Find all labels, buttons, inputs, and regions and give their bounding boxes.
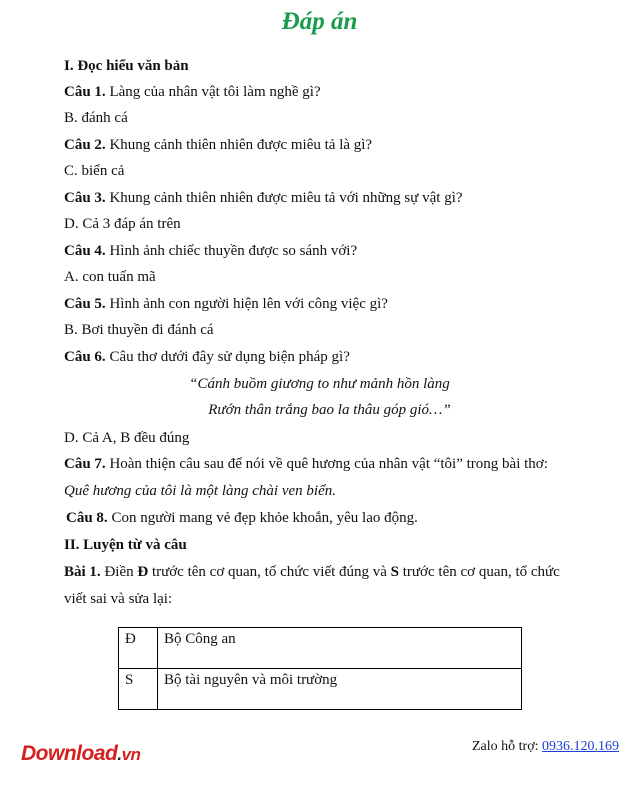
support-phone-link[interactable]: 0936.120.169 <box>542 739 619 754</box>
answer-1: B. đánh cá <box>64 110 128 126</box>
question-4: Câu 4. Hình ảnh chiếc thuyền được so sánh với? <box>64 243 358 259</box>
poem-line-2: Rướn thân trắng bao la thâu góp gió…” <box>208 402 451 418</box>
answer-table <box>118 627 522 710</box>
zalo-support: Zalo hỗ trợ: 0936.120.169 <box>472 739 619 754</box>
table-row <box>119 669 522 710</box>
question-3: Câu 3. Khung cảnh thiên nhiên được miêu tả với những sự vật gì? <box>64 190 463 206</box>
table-cell-mark: Đ <box>119 628 158 669</box>
question-2: Câu 2. Khung cảnh thiên nhiên được miêu tả là gì? <box>64 137 373 153</box>
question-8: Câu 8. Con người mang vẻ đẹp khỏe khoắn, yêu lao động. <box>66 510 418 526</box>
answer-2: C. biển cả <box>64 163 125 179</box>
page-title: Đáp án <box>281 8 358 35</box>
question-5: Câu 5. Hình ảnh con người hiện lên với công việc gì? <box>64 296 388 312</box>
table-cell-name: Bộ Công an <box>158 628 522 669</box>
answer-6: D. Cả A, B đều đúng <box>64 430 190 446</box>
answer-4: A. con tuấn mã <box>64 269 156 285</box>
table-row <box>119 628 522 669</box>
section-heading-vocab: II. Luyện từ và câu <box>64 537 187 553</box>
question-6: Câu 6. Câu thơ dưới đây sử dụng biện pháp gì? <box>64 349 350 365</box>
download-logo[interactable]: Download.vn <box>21 742 141 765</box>
table-cell-mark: S <box>119 669 158 710</box>
exercise-1-line-2: viết sai và sửa lại: <box>64 591 173 607</box>
exercise-1-line-1: Bài 1. Điền Đ trước tên cơ quan, tổ chức viết đúng và S trước tên cơ quan, tổ chức <box>64 564 560 580</box>
answer-5: B. Bơi thuyền đi đánh cá <box>64 322 214 338</box>
table-cell-name: Bộ tài nguyên và môi trường <box>158 669 522 710</box>
question-7: Câu 7. Hoàn thiện câu sau để nói về quê hương của nhân vật “tôi” trong bài thơ: <box>64 456 548 472</box>
answer-3: D. Cả 3 đáp án trên <box>64 216 181 232</box>
poem-line-1: “Cánh buồm giương to như mảnh hồn làng <box>189 376 450 392</box>
section-heading-reading: I. Đọc hiểu văn bản <box>64 58 189 74</box>
answer-7: Quê hương của tôi là một làng chài ven biển. <box>64 483 336 499</box>
question-1: Câu 1. Làng của nhân vật tôi làm nghề gì? <box>64 84 321 100</box>
